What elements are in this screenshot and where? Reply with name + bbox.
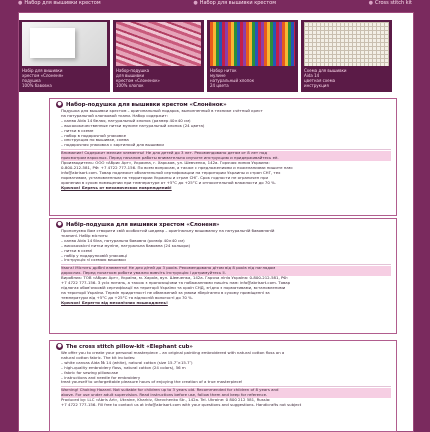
intro-line: на натуральной хлопковой ткани. Набор содержит: bbox=[61, 113, 168, 118]
detail-line: хранении в сухом помещении при температуре от +5°C до +25°C и относительной влажности до 70 %. bbox=[61, 180, 276, 185]
list-item: – нитки в схемі bbox=[61, 249, 391, 254]
detail-line: нормативам, установленным на территории Украины и стран СНГ. Срок годности не ограничен при bbox=[61, 175, 268, 180]
detail-line: температури від +5°C до +25°C та відносній вологості до 70 %. bbox=[61, 295, 194, 300]
pattern-image bbox=[304, 22, 389, 66]
list-item: – інструкція зі схемою вишивки bbox=[61, 258, 391, 263]
caution-note: Крючок! Берегти від механічних пошкоджень! bbox=[61, 300, 168, 305]
card-details bbox=[50, 151, 396, 190]
intro-line: Подушка для вышивки крестом – оригинальный подарок, выполненный в технике счётный крест bbox=[61, 109, 263, 113]
thumbnail-threads[interactable] bbox=[207, 20, 298, 92]
thumbnail-caption bbox=[210, 68, 295, 90]
list-item: – нитки в схеме bbox=[61, 129, 391, 134]
warning-line: Увага! Містить дрібні елементи! Не для дітей до 3 років. Рекомендовано дітям від 8 років під наглядом bbox=[61, 266, 391, 271]
intro-line: тканині. Набір містить: bbox=[61, 233, 109, 238]
kit-contents-list bbox=[61, 239, 391, 264]
info-icon: ● bbox=[57, 221, 62, 227]
kit-contents-list bbox=[61, 119, 391, 148]
warning-line: Внимание! Содержит мелкие элементы! Не для детей до 3 лет. Рекомендовано детям от 8 лет под bbox=[61, 151, 391, 156]
card-body bbox=[50, 351, 396, 385]
kit-contents-list bbox=[61, 361, 391, 381]
info-icon: ● bbox=[57, 101, 62, 107]
product-thumbnails bbox=[19, 20, 395, 92]
detail-line: Производитель: ООО «Абрис Арт», Украина, г. Харьков, ул. Шевченко, 142а. Горячая линия Украина: bbox=[61, 161, 270, 166]
caption-line: цветная схема bbox=[304, 78, 336, 83]
caption-line: Набір для вишивки bbox=[22, 68, 63, 73]
product-card-russian bbox=[49, 98, 397, 216]
caption-line: 100% бавовна bbox=[22, 83, 52, 88]
detail-line: +7 4722 777-156. Fill free to contact us at info@abrisart.com with your questions and suggestions. Handicrafts not subject bbox=[61, 403, 302, 408]
warning-line: дорослих. Перед початком роботи уважно вивчіть інструкцію і дотримуйтесь її. bbox=[61, 271, 391, 276]
thumbnail-caption bbox=[116, 68, 201, 90]
card-details bbox=[50, 266, 396, 305]
caption-line: хрестом «Слоненя» bbox=[22, 73, 64, 78]
caption-line: Набор ниток bbox=[210, 68, 237, 73]
caption-line: Aida 14 bbox=[304, 73, 320, 78]
divider bbox=[61, 264, 391, 265]
detail-line: info@abrisart.com. Товар подлежит обязательной сертификации на территории Украины и стран СНГ, тех bbox=[61, 170, 281, 175]
list-item: – канва Aida 14 біла, натуральна бавовна (розмір 40×40 см) bbox=[61, 239, 391, 244]
card-title: Набір-подушка для вишивки хрестом «Слоненя» bbox=[66, 221, 220, 228]
intro-line: natural cotton fabric. The kit includes: bbox=[61, 355, 136, 360]
fabric-image bbox=[116, 22, 201, 66]
card-details bbox=[50, 388, 396, 408]
warning-line: above. For use under adult supervision. Read instructions before use, follow them and keep for reference. bbox=[61, 393, 391, 398]
detail-line: Produced by: LLC «Abris Art», Ukraine, Kharkiv, Shevchenko Str., 142a. Tel. Ukraine: 0 800 212 581, Russia: bbox=[61, 398, 271, 403]
caption-line: подушка bbox=[22, 78, 41, 83]
divider bbox=[61, 386, 391, 387]
top-heading-strip bbox=[18, 0, 412, 8]
list-item: – високоякісні нитки муліне, натуральна бавовна (24 кольори) bbox=[61, 244, 391, 249]
card-title: Набор-подушка для вышивки крестом «Слонёнок» bbox=[66, 101, 227, 108]
detail-line: 0-800-212-581, РФ: +7 4722 777-156. По всем вопросам, а также с предложениями и пожеланиями пишите нам: bbox=[61, 165, 293, 170]
caption-line: инструкция bbox=[304, 83, 329, 88]
caption-line: 100% хлопок bbox=[116, 83, 144, 88]
caution-note: Крючок! Беречь от механических повреждений! bbox=[61, 185, 172, 190]
caption-line: натуральный хлопок bbox=[210, 78, 255, 83]
list-item: – white canvas Aida № 14 (white), natural cotton (size 15.7″×15.7″) bbox=[61, 361, 391, 366]
list-item: – канва Aida 14 белая, натуральный хлопок (размер 40×40 см) bbox=[61, 119, 391, 124]
info-icon: ● bbox=[57, 343, 62, 349]
thumbnail-fabric[interactable] bbox=[113, 20, 204, 92]
detail-line: Виробник: ТОВ «Абрис Арт», Україна, м. Харків, вул. Шевченка, 142а. Гаряча лінія Україна: 0-800-212-581, РФ: bbox=[61, 276, 288, 281]
product-card-english bbox=[49, 340, 397, 432]
intro-line: We offer you to create your personal masterpiece – an original painting embroidered with natural cotton floss on a bbox=[61, 351, 285, 355]
caption-line: 24 цвета bbox=[210, 83, 229, 88]
card-title: The cross stitch pillow-kit «Elephant cub» bbox=[66, 343, 193, 350]
intro-line: Пропонуємо Вам створити свій особистий шедевр – оригінальну вишиванку на натуральній бавовняній bbox=[61, 229, 275, 233]
detail-line: підлягає обов'язковій сертифікації на території України та країн СНД, згідно з нормативами, встановленими bbox=[61, 285, 286, 290]
list-item: – instructions and needle for embroidery bbox=[61, 376, 391, 381]
card-header bbox=[50, 99, 396, 109]
list-item: – инструкция по вышивке, схема bbox=[61, 138, 391, 143]
detail-line: +7 4722 777-156. З усіх питань, а також з пропозиціями та побажаннями пишіть нам: info@abrisart.com. Товар bbox=[61, 281, 291, 286]
thumbnail-pattern[interactable] bbox=[301, 20, 392, 92]
thumbnail-pillow[interactable] bbox=[19, 20, 110, 92]
top-heading-1: ● Набор для вышивки крестом bbox=[18, 0, 101, 8]
list-item: – набір у подарунковій упаковці bbox=[61, 254, 391, 259]
top-heading-2: ● Набор для вышивки крестом bbox=[193, 0, 276, 8]
caption-line: крестом «Слоненок» bbox=[116, 78, 160, 83]
list-item: – высококачественные нитки мулине натуральный хлопок (24 цвета) bbox=[61, 124, 391, 129]
pillow-image bbox=[22, 22, 107, 66]
warning-line: Warning! Choking Hazard. Not suitable for children up to 3 years old. Recommended for children of 8 years and bbox=[61, 388, 391, 393]
list-item: – fabric for sewing pillowcase bbox=[61, 371, 391, 376]
caption-line: Набор-подушка bbox=[116, 68, 150, 73]
card-body bbox=[50, 109, 396, 148]
thumbnail-caption bbox=[304, 68, 389, 90]
product-card-ukrainian bbox=[49, 218, 397, 334]
card-body bbox=[50, 229, 396, 263]
top-heading-3: ● Cross stitch kit bbox=[369, 0, 412, 8]
list-item: – high-quality embroidery floss, natural cotton (24 colors), 56 m bbox=[61, 366, 391, 371]
caption-line: для вышивки bbox=[116, 73, 145, 78]
list-item: – подарочная упаковка с картинкой для вышивки bbox=[61, 143, 391, 148]
card-header bbox=[50, 341, 396, 351]
divider bbox=[61, 149, 391, 150]
threads-image bbox=[210, 22, 295, 66]
thumbnail-caption bbox=[22, 68, 107, 90]
detail-line: на території України. Термін придатності не обмежений за умови зберігання в сухому приміщенні за bbox=[61, 290, 270, 295]
caption-line: Схема для вышивки bbox=[304, 68, 347, 73]
detail-line: treat yourself to unforgettable pleasure hours of enjoying the creation of a true masterpiece! bbox=[61, 380, 243, 385]
card-header bbox=[50, 219, 396, 229]
warning-line: присмотром взрослых. Перед началом работы внимательно изучите инструкцию и придерживайтесь её. bbox=[61, 156, 391, 161]
caption-line: мулине bbox=[210, 73, 226, 78]
list-item: – набор в подарочной упаковке bbox=[61, 134, 391, 139]
